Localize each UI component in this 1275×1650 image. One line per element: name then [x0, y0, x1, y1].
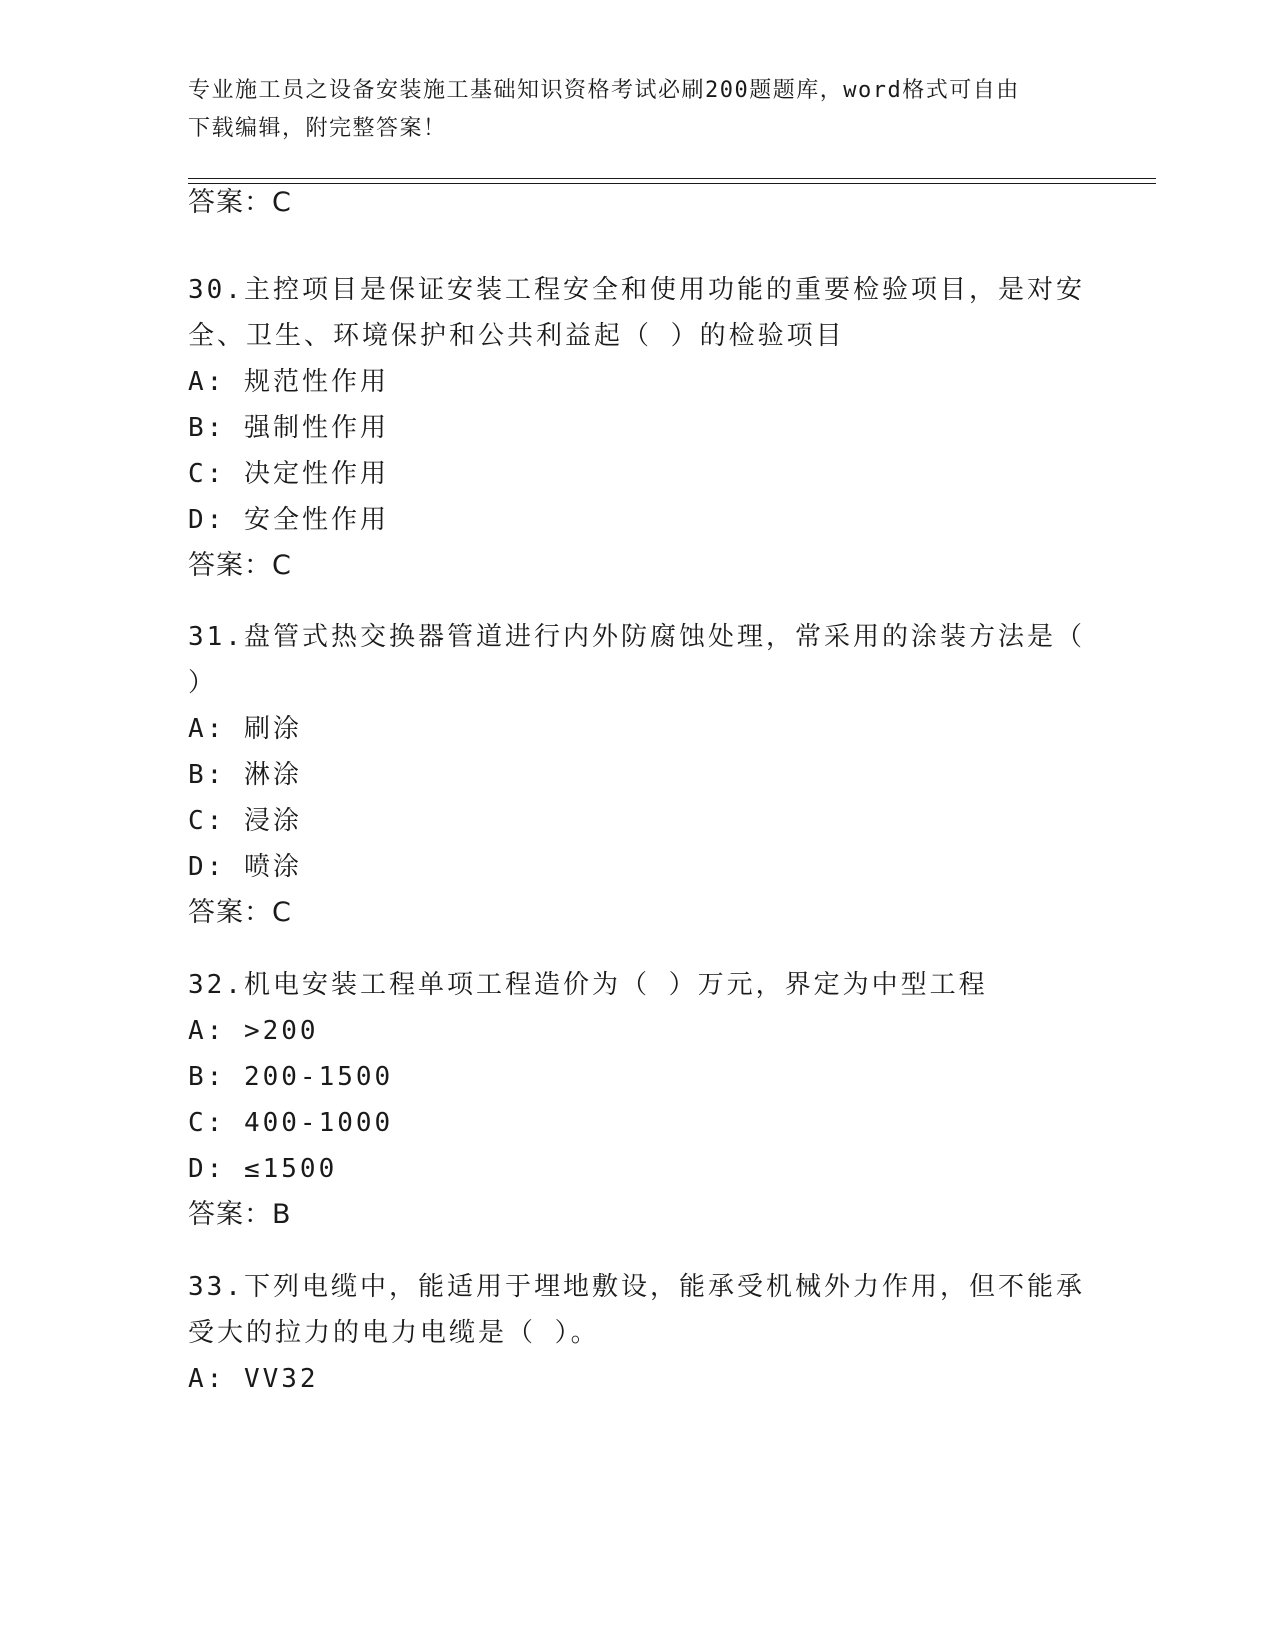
option-c: C: 400-1000	[188, 1108, 394, 1138]
option-b: B: 淋涂	[188, 760, 302, 790]
option-c: C: 决定性作用	[188, 459, 389, 489]
question-text-line: 全、卫生、环境保护和公共利益起（ ）的检验项目	[188, 321, 845, 351]
option-a: A: VV32	[188, 1364, 319, 1394]
answer-label: 答案：C	[188, 550, 292, 581]
question-text-line: ）	[188, 668, 218, 698]
answer-label: 答案：C	[188, 187, 292, 218]
question-32	[188, 962, 1088, 1238]
header-line-2: 下载编辑，附完整答案！	[188, 116, 447, 141]
option-d: D: 安全性作用	[188, 505, 389, 535]
option-d: D: 喷涂	[188, 852, 302, 882]
previous-answer-block	[188, 180, 1088, 226]
question-text-line: 30.主控项目是保证安装工程安全和使用功能的重要检验项目，是对安	[188, 275, 1085, 305]
question-text-line: 31.盘管式热交换器管道进行内外防腐蚀处理，常采用的涂装方法是（	[188, 622, 1085, 652]
question-31	[188, 614, 1088, 936]
option-a: A: >200	[188, 1016, 319, 1046]
header-line-1: 专业施工员之设备安装施工基础知识资格考试必刷200题题库，word格式可自由	[188, 78, 1020, 103]
question-33	[188, 1264, 1088, 1402]
option-b: B: 200-1500	[188, 1062, 394, 1092]
question-30	[188, 267, 1088, 589]
option-c: C: 浸涂	[188, 806, 302, 836]
option-a: A: 刷涂	[188, 714, 302, 744]
answer-label: 答案：B	[188, 1199, 292, 1230]
option-b: B: 强制性作用	[188, 413, 389, 443]
question-text-line: 33.下列电缆中，能适用于埋地敷设，能承受机械外力作用，但不能承	[188, 1272, 1085, 1302]
option-d: D: ≤1500	[188, 1154, 338, 1184]
header-divider-top	[188, 178, 1156, 179]
question-text-line: 受大的拉力的电力电缆是（ ）。	[188, 1318, 600, 1348]
answer-label: 答案：C	[188, 897, 292, 928]
document-header	[188, 72, 1088, 148]
question-text-line: 32.机电安装工程单项工程造价为（ ）万元，界定为中型工程	[188, 970, 988, 1000]
option-a: A: 规范性作用	[188, 367, 389, 397]
